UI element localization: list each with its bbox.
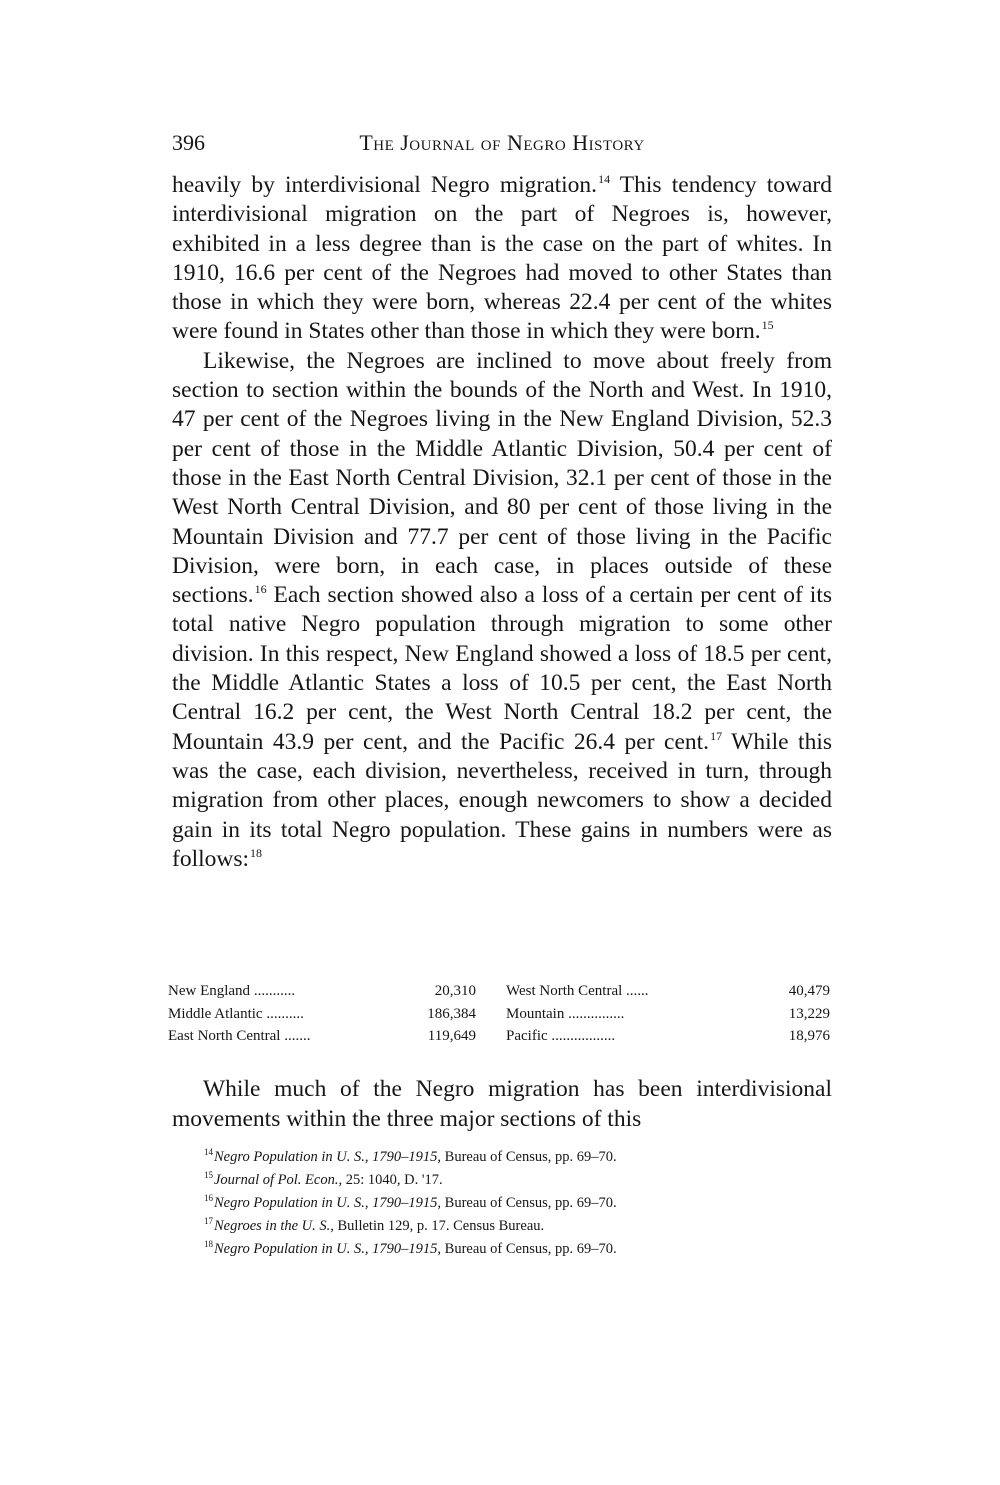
dot-leader: ................. (551, 1028, 616, 1044)
gain-value: 119,649 (427, 1028, 476, 1044)
division-name: Middle Atlantic (168, 1005, 263, 1022)
footnote-citation: 25: 1040, D. '17. (342, 1172, 443, 1188)
footnote-source-title: Negro Population in U. S., 1790–1915, (214, 1241, 442, 1257)
footnote-source-title: Journal of Pol. Econ., (214, 1172, 343, 1188)
gain-value-cell (408, 980, 476, 1003)
gain-value-cell (408, 1003, 476, 1026)
table-row (168, 1025, 830, 1048)
body-text (172, 171, 832, 874)
gain-value-cell (762, 1003, 830, 1026)
footnote-number: 16 (204, 1193, 213, 1203)
paragraph-1-text-b: This tendency toward interdivisional migration on the part of Negroes is, however, exhibited in a less degree than is the case on the part of whites. In 1910, 16.6 per cent of the Negroes had moved to other States than those in which they were born, whereas 22.4 per cent of the whites were found in States other than those in which they were born. (172, 172, 832, 345)
dot-leader: ............... (568, 1005, 625, 1022)
division-name: Mountain (506, 1005, 565, 1022)
gain-value-cell (408, 1025, 476, 1048)
footnote (204, 1192, 834, 1215)
gain-value: 18,976 (788, 1028, 830, 1044)
footnote-ref-15: 15 (761, 318, 774, 333)
footnote-number: 17 (204, 1216, 213, 1226)
footnote (204, 1169, 834, 1192)
gain-value: 20,310 (434, 983, 476, 999)
footnote (204, 1238, 834, 1261)
footnote (204, 1146, 834, 1169)
footnote-number: 14 (204, 1147, 213, 1157)
column-gap (476, 980, 506, 1003)
gain-value: 13,229 (788, 1005, 830, 1022)
division-label-cell (506, 980, 762, 1003)
dot-leader: ...... (626, 983, 649, 999)
gain-value-cell (762, 1025, 830, 1048)
footnote-ref-16: 16 (254, 582, 267, 597)
footnote-citation: Bureau of Census, pp. 69–70. (441, 1149, 617, 1165)
division-label-cell (506, 1025, 762, 1048)
division-name: New England (168, 983, 251, 999)
paragraph-2-text-a: Likewise, the Negroes are inclined to move about freely from section to section within the bounds of the North and West. In 1910, 47 per cent of the Negroes living in the New England Division, 52.3 per cent of those in the Middle Atlantic Division, 50.4 per cent of those in the East North Central Division, 32.1 per cent of those in the West North Central Division, and 80 per cent of those living in the Mountain Division and 77.7 per cent of those living in the Pacific Division, were born, in each case, in places outside of these sections. (172, 347, 832, 609)
page-number: 396 (172, 130, 205, 155)
column-gap (476, 1025, 506, 1048)
running-head (172, 126, 832, 160)
paragraph-1-text-a: heavily by interdivisional Negro migration. (172, 172, 598, 198)
table-row (168, 1003, 830, 1026)
gain-value: 40,479 (788, 983, 830, 999)
footnote-source-title: Negroes in the U. S., (214, 1218, 334, 1234)
division-label-cell (506, 1003, 762, 1026)
footnote-ref-14: 14 (598, 172, 611, 186)
footnote-citation: Bureau of Census, pp. 69–70. (441, 1195, 617, 1211)
footnote-source-title: Negro Population in U. S., 1790–1915, (214, 1195, 442, 1211)
column-gap (476, 1003, 506, 1026)
body-text-continued (172, 1074, 832, 1134)
journal-title: The Journal of Negro History (359, 130, 645, 155)
dot-leader: .......... (266, 1005, 304, 1022)
division-name: West North Central (506, 983, 623, 999)
footnote-number: 15 (204, 1170, 213, 1180)
division-label-cell (168, 1003, 408, 1026)
footnotes (204, 1146, 834, 1261)
footnote-ref-17: 17 (710, 728, 723, 743)
dot-leader: ........... (253, 983, 296, 999)
division-label-cell (168, 1025, 408, 1048)
dot-leader: ....... (284, 1028, 311, 1044)
footnote-ref-18: 18 (250, 845, 263, 860)
paragraph-2-text-c: While this was the case, each division, nevertheless, received in turn, through migration from other places, enough newcomers to show a decided gain in its total Negro population. These gains in numbers were as follows: (172, 728, 833, 872)
division-name: East North Central (168, 1028, 281, 1044)
paragraph-2-text-b: Each section showed also a loss of a certain per cent of its total native Negro population through migration to some other division. In this respect, New England showed a loss of 18.5 per cent, the Middle Atlantic States a loss of 10.5 per cent, the East North Central 16.2 per cent, the West North Central 18.2 per cent, the Mountain 43.9 per cent, and the Pacific 26.4 per cent. (172, 582, 832, 755)
division-name: Pacific (506, 1028, 548, 1044)
footnote (204, 1215, 834, 1238)
paragraph-3: While much of the Negro migration has been interdivisional movements within the three major sections of this (172, 1076, 832, 1132)
gains-table (168, 980, 830, 1048)
paragraph-2 (172, 347, 832, 874)
paragraph-1 (172, 171, 832, 347)
footnote-number: 18 (204, 1239, 213, 1249)
footnote-citation: Bulletin 129, p. 17. Census Bureau. (333, 1218, 545, 1234)
footnote-source-title: Negro Population in U. S., 1790–1915, (214, 1149, 442, 1165)
division-label-cell (168, 980, 408, 1003)
gain-value: 186,384 (427, 1005, 476, 1022)
gain-value-cell (762, 980, 830, 1003)
table-row (168, 980, 830, 1003)
footnote-citation: Bureau of Census, pp. 69–70. (441, 1241, 617, 1257)
gains-table-body (168, 980, 830, 1048)
